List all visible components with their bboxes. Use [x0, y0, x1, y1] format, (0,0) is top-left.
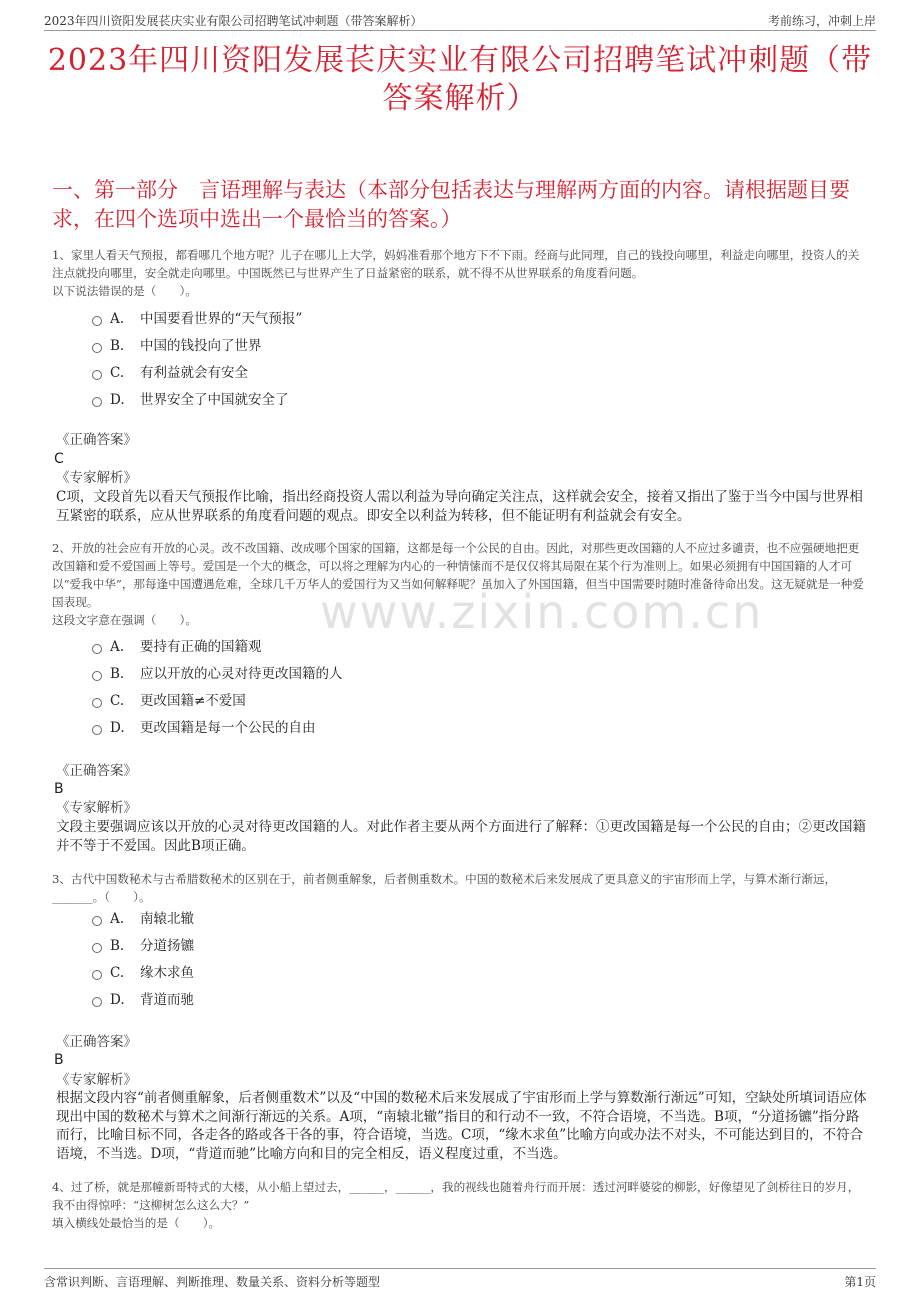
radio-icon[interactable]	[92, 943, 102, 953]
running-header-slogan: 考前练习，冲刺上岸	[767, 14, 876, 28]
radio-icon[interactable]	[92, 343, 102, 353]
option-a[interactable]: A. 南辕北辙	[92, 906, 194, 933]
option-b[interactable]: B. 应以开放的心灵对待更改国籍的人	[92, 661, 343, 688]
radio-icon[interactable]	[92, 997, 102, 1007]
document-title: 2023年四川资阳发展苌庆实业有限公司招聘笔试冲刺题（带答案解析）	[47, 43, 873, 116]
option-d[interactable]: D. 更改国籍是每一个公民的自由	[92, 715, 343, 742]
answer-label: 《正确答案》	[56, 1034, 137, 1050]
answer-value: B	[54, 1052, 64, 1068]
answer-label: 《正确答案》	[56, 763, 137, 779]
radio-icon[interactable]	[92, 644, 102, 654]
option-c[interactable]: C. 缘木求鱼	[92, 960, 194, 987]
explanation-text: C项，文段首先以看天气预报作比喻，指出经商投资人需以利益为导向确定关注点，这样就会安全，接着又指出了鉴于当今中国与世界相互紧密的联系，应从世界联系的角度看问题的观点。即安全以利益为转移，但不能证明有利益就会有安全。	[56, 489, 863, 524]
option-d[interactable]: D. 背道而驰	[92, 987, 194, 1014]
question-1-text: 1、家里人看天气预报，都看哪几个地方呢？儿子在哪儿上大学，妈妈准看那个地方下不下雨。经商与此同理，自己的钱投向哪里，利益走向哪里，投资人的关注点就投向哪里，安全就走向哪里。中国既然已与世界产生了日益紧密的联系，就不得不从世界联系的角度看问题。 以下说法错误的是（ ）。	[52, 248, 860, 298]
option-a[interactable]: A. 要持有正确的国籍观	[92, 634, 343, 661]
option-a[interactable]: A. 中国要看世界的“天气预报”	[92, 306, 302, 333]
radio-icon[interactable]	[92, 671, 102, 681]
radio-icon[interactable]	[92, 370, 102, 380]
footer-topics: 含常识判断、言语理解、判断推理、数量关系、资料分析等题型	[44, 1275, 381, 1289]
radio-icon[interactable]	[92, 725, 102, 735]
expert-label: 《专家解析》	[56, 1072, 137, 1088]
radio-icon[interactable]	[92, 397, 102, 407]
answer-value: C	[54, 451, 64, 467]
question-4-text: 4、过了桥，就是那幢新哥特式的大楼，从小船上望过去，______，______，我的视线也随着舟行而开展：透过河畔婆娑的柳影，好像望见了剑桥往日的岁月，我不由得惊呼：“这柳树怎么这么大？” 填入横线处最恰当的是（ ）。	[52, 1180, 860, 1230]
radio-icon[interactable]	[92, 698, 102, 708]
answer-label: 《正确答案》	[56, 432, 137, 448]
question-2-text: 2、开放的社会应有开放的心灵。改不改国籍、改成哪个国家的国籍，这都是每一个公民的自由。因此，对那些更改国籍的人不应过多谴责，也不应强硬地把更改国籍和爱不爱国画上等号。爱国是一个大的概念，可以将之理解为内心的一种情愫而不是仅仅将其局限在某个行为准则上。如果必须拥有中国国籍的人才可以“爱我中华”，那每逢中国遭遇危难，全球几千万华人的爱国行为又当如何解释呢？虽加入了外国国籍，但当中国需要时随时准备待命出发。这无疑就是一种爱国表现。 这段文字意在强调（ ）。	[52, 541, 864, 627]
question-3-options	[92, 906, 194, 1014]
explanation-text: 文段主要强调应该以开放的心灵对待更改国籍的人。对此作者主要从两个方面进行了解释：①更改国籍是每一个公民的自由；②更改国籍并不等于不爱国。因此B项正确。	[56, 819, 866, 854]
radio-icon[interactable]	[92, 916, 102, 926]
section-title: 一、第一部分 言语理解与表达（本部分包括表达与理解两方面的内容。请根据题目要求，在四个选项中选出一个最恰当的答案。）	[52, 178, 850, 231]
expert-label: 《专家解析》	[56, 800, 137, 816]
question-3-text: 3、古代中国数秘术与古希腊数秘术的区别在于，前者侧重解象，后者侧重数术。中国的数秘术后来发展成了更具意义的宇宙形而上学，与算术渐行渐远，_______。（ ）。	[52, 872, 837, 904]
expert-label: 《专家解析》	[56, 470, 137, 486]
radio-icon[interactable]	[92, 970, 102, 980]
running-header	[44, 10, 876, 31]
running-header-title: 2023年四川资阳发展苌庆实业有限公司招聘笔试冲刺题（带答案解析）	[44, 14, 423, 28]
option-d[interactable]: D. 世界安全了中国就安全了	[92, 387, 302, 414]
question-1-options	[92, 306, 302, 414]
option-c[interactable]: C. 有利益就会有安全	[92, 360, 302, 387]
page-number: 第1页	[844, 1275, 876, 1289]
option-b[interactable]: B. 中国的钱投向了世界	[92, 333, 302, 360]
explanation-text: 根据文段内容“前者侧重解象，后者侧重数术”以及“中国的数秘术后来发展成了宇宙形而上学与算数渐行渐远”可知，空缺处所填词语应体现出中国的数秘术与算术之间渐行渐远的关系。A项，“南辕北辙”指目的和行动不一致，不符合语境，不当选。B项，“分道扬镳”指分路而行，比喻目标不同，各走各的路或各干各的事，符合语境，当选。C项，“缘木求鱼”比喻方向或办法不对头，不可能达到目的，不符合语境，不当选。D项，“背道而驰”比喻方向和目的完全相反，语义程度过重，不当选。	[56, 1090, 867, 1162]
radio-icon[interactable]	[92, 316, 102, 326]
page-footer	[44, 1268, 876, 1289]
option-b[interactable]: B. 分道扬镳	[92, 933, 194, 960]
watermark: www.zixin.com.cn	[320, 585, 764, 639]
question-2-options	[92, 634, 343, 742]
answer-value: B	[54, 781, 64, 797]
option-c[interactable]: C. 更改国籍≠不爱国	[92, 688, 343, 715]
